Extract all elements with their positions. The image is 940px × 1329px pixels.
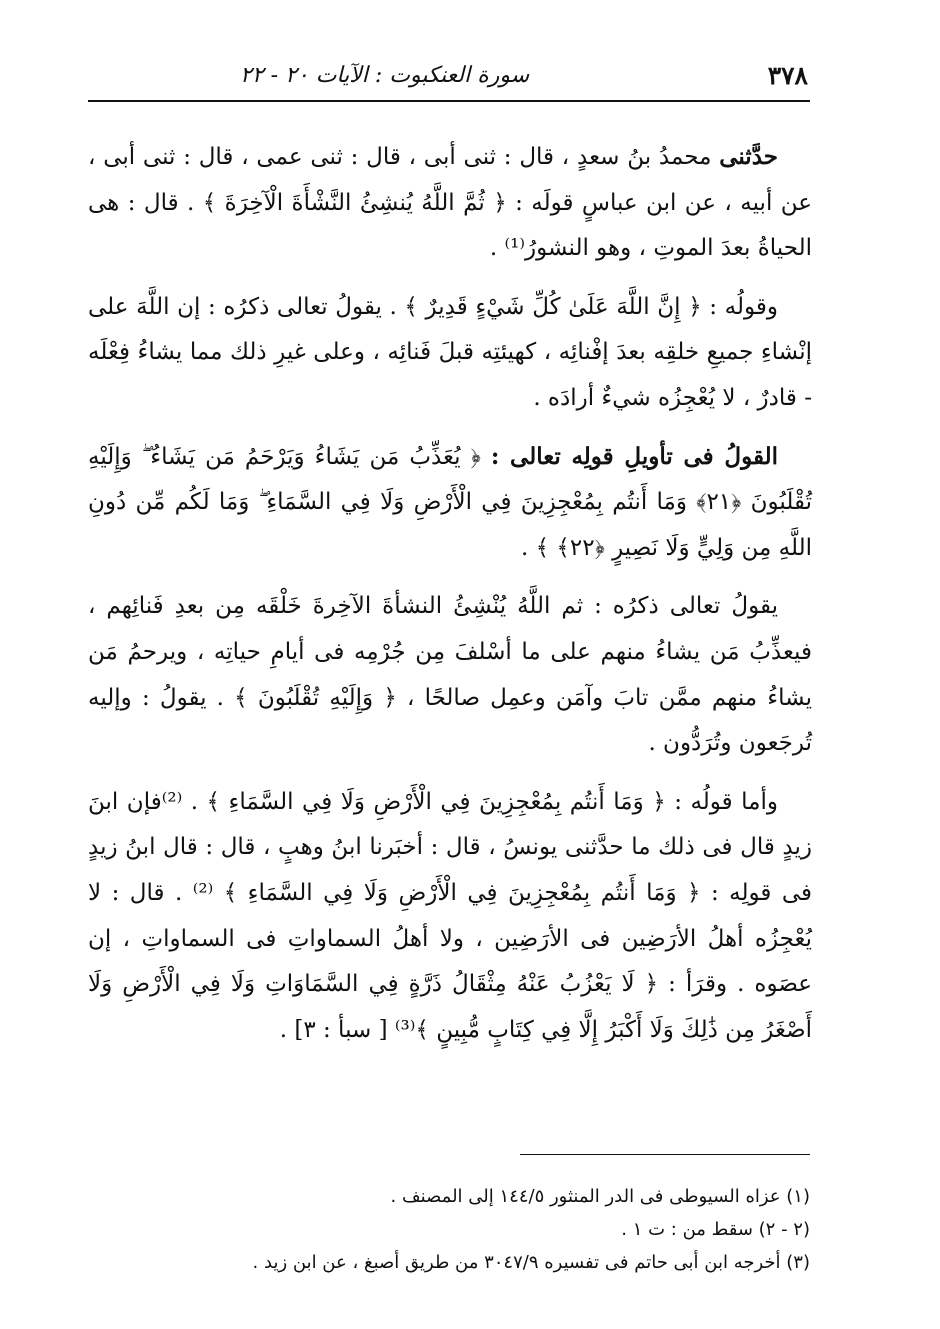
paragraph-text: يقولُ تعالى ذكرُه : ثم اللَّهُ يُنْشِئُ النشأةَ الآخِرةَ خَلْقَه مِن بعدِ فَنائِهم ، فيعذِّبُ مَن يشاءُ منهم على ما أسْلفَ مِن جُرْمِه فى أيامِ حياتِه ، ويرحمُ مَن يشاءُ منهم ممَّن تابَ وآمَن وعمِل صالحًا ، ﴿ وَإِلَيْهِ تُقْلَبُونَ ﴾ . يقولُ : وإليه تُرجَعون وتُرَدُّون . bbox=[88, 593, 812, 757]
running-title: سورة العنكبوت : الآيات ٢٠ - ٢٢ bbox=[240, 62, 530, 88]
footnotes bbox=[200, 1180, 810, 1279]
section-heading: القولُ فى تأويلِ قولِه تعالى : bbox=[490, 442, 778, 470]
paragraph-text: وقولُه : ﴿ إِنَّ اللَّهَ عَلَىٰ كُلِّ شَيْءٍ قَدِيرٌ ﴾ . يقولُ تعالى ذكرُه : إن اللَّهَ على إنْشاءِ جميعِ خلقِه بعدَ إفْنائِه ، كهيئتِه قبلَ فَنائِه ، وعلى غيرِ ذلك مما يشاءُ فِعْلَه - قادرٌ ، لا يُعْجِزُه شيءٌ أرادَه . bbox=[88, 293, 812, 411]
running-head bbox=[90, 58, 808, 92]
paragraph bbox=[88, 779, 812, 1054]
footnote: (١) عزاه السيوطى فى الدر المنثور ١٤٤/٥ إلى المصنف . bbox=[390, 1186, 810, 1207]
footnote: (٢ - ٢) سقط من : ت ١ . bbox=[621, 1219, 810, 1240]
paragraph-text: ﴿ يُعَذِّبُ مَن يَشَاءُ وَيَرْحَمُ مَن يَشَاءُ ۖ وَإِلَيْهِ تُقْلَبُونَ ﴿٢١﴾ وَمَا أَنتُم بِمُعْجِزِينَ فِي الْأَرْضِ وَلَا فِي السَّمَاءِ ۖ وَمَا لَكُم مِّن دُونِ اللَّهِ مِن وَلِيٍّ وَلَا نَصِيرٍ ﴿٢٢﴾ ﴾ . bbox=[88, 443, 812, 561]
footnote: (٣) أخرجه ابن أبى حاتم فى تفسيره ٣٠٤٧/٩ من طريق أصبغ ، عن ابن زيد . bbox=[252, 1252, 810, 1273]
paragraph bbox=[88, 434, 812, 572]
paragraph-lead: حدَّثنى bbox=[719, 143, 778, 170]
header-rule bbox=[88, 100, 810, 102]
paragraph bbox=[88, 284, 812, 422]
paragraph-text: وأما قولُه : ﴿ وَمَا أَنتُم بِمُعْجِزِينَ فِي الْأَرْضِ وَلَا فِي السَّمَاءِ ﴾ . ⁽²⁾فإن ابنَ زيدٍ قال فى ذلك ما حدَّثنى يونسُ ، قال : أخبَرنا ابنُ وهبٍ ، قال : قال ابنُ زيدٍ فى قولِه : ﴿ وَمَا أَنتُم بِمُعْجِزِينَ فِي الْأَرْضِ وَلَا فِي السَّمَاءِ ﴾ ⁽²⁾ . قال : لا يُعْجِزُه أهلُ الأرَضِين فى الأرَضِين ، ولا أهلُ السماواتِ فى السماواتِ ، إن عصَوه . وقرَأ : ﴿ لَا يَعْزُبُ عَنْهُ مِثْقَالُ ذَرَّةٍ فِي السَّمَاوَاتِ وَلَا فِي الْأَرْضِ وَلَا أَصْغَرُ مِن ذَٰلِكَ وَلَا أَكْبَرُ إِلَّا فِي كِتَابٍ مُّبِينٍ ﴾⁽³⁾ [ سبأ : ٣] . bbox=[88, 788, 812, 1043]
paragraph bbox=[88, 583, 812, 766]
paragraph bbox=[88, 134, 812, 272]
paragraph-text: محمدُ بنُ سعدٍ ، قال : ثنى أبى ، قال : ثنى عمى ، قال : ثنى أبى ، عن أبيه ، عن ابن عباسٍ قولَه : ﴿ ثُمَّ اللَّهُ يُنشِئُ النَّشْأَةَ الْآخِرَةَ ﴾ . قال : هى الحياةُ بعدَ الموتِ ، وهو النشورُ⁽¹⁾ . bbox=[88, 144, 812, 262]
page-number: ٣٧٨ bbox=[767, 60, 808, 90]
footnote-rule bbox=[520, 1154, 810, 1155]
main-text bbox=[88, 134, 812, 1065]
